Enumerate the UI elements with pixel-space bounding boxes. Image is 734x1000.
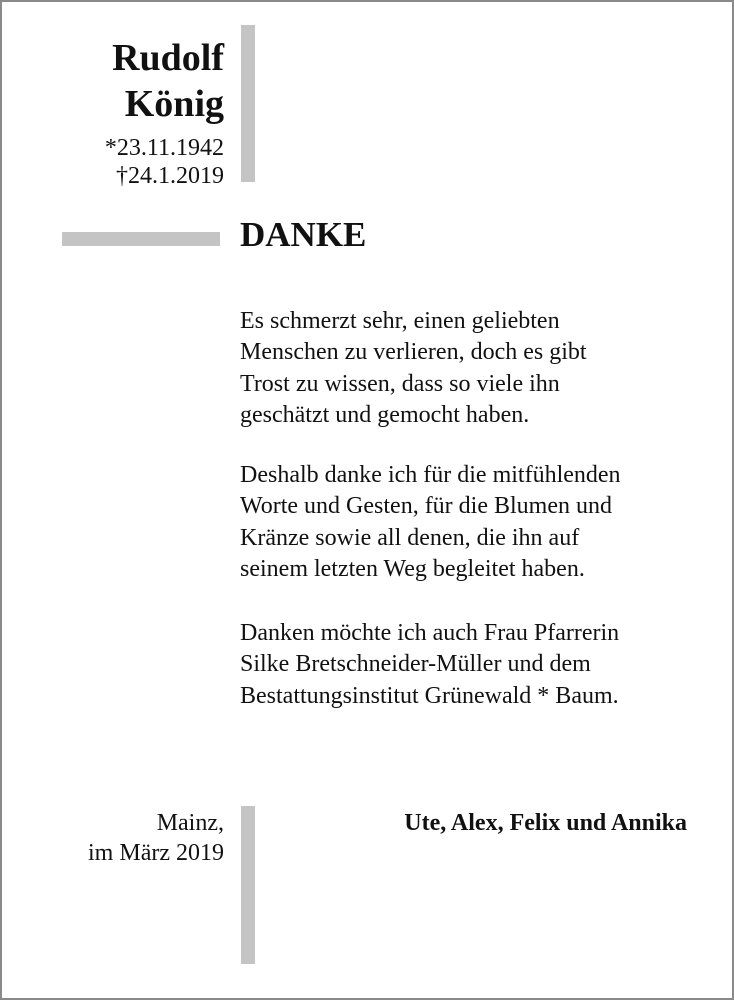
- heading-danke: DANKE: [240, 215, 367, 254]
- signature-names: Ute, Alex, Felix und Annika: [404, 810, 687, 836]
- text-line: Kränze sowie all denen, die ihn auf: [240, 524, 580, 551]
- text-line: Worte und Gesten, für die Blumen und: [240, 493, 612, 520]
- paragraph-3: [240, 618, 710, 712]
- text-line: Deshalb danke ich für die mitfühlenden: [240, 462, 621, 488]
- horizontal-bar: [62, 232, 220, 246]
- vertical-bar-bottom: [241, 806, 255, 964]
- text-line: Es schmerzt sehr, einen geliebten: [240, 308, 560, 334]
- place-date: im März 2019: [88, 840, 224, 866]
- text-line: seinem letzten Weg begleitet haben.: [240, 555, 585, 582]
- text-line: Bestattungsinstitut Grünewald * Baum.: [240, 682, 619, 709]
- text-line: Danken möchte ich auch Frau Pfarrerin: [240, 620, 620, 646]
- paragraph-2: [240, 460, 710, 585]
- place-name: Mainz,: [156, 810, 224, 836]
- first-name: Rudolf: [112, 37, 224, 79]
- text-line: geschätzt und gemocht haben.: [240, 401, 530, 428]
- paragraph-1: [240, 306, 710, 431]
- death-date: †24.1.2019: [116, 163, 224, 189]
- vertical-bar-top: [241, 25, 255, 182]
- text-line: Menschen zu verlieren, doch es gibt: [240, 339, 587, 366]
- last-name: König: [124, 83, 224, 125]
- birth-date: *23.11.1942: [104, 135, 224, 161]
- text-line: Trost zu wissen, dass so viele ihn: [240, 370, 560, 397]
- text-line: Silke Bretschneider-Müller und dem: [240, 651, 591, 678]
